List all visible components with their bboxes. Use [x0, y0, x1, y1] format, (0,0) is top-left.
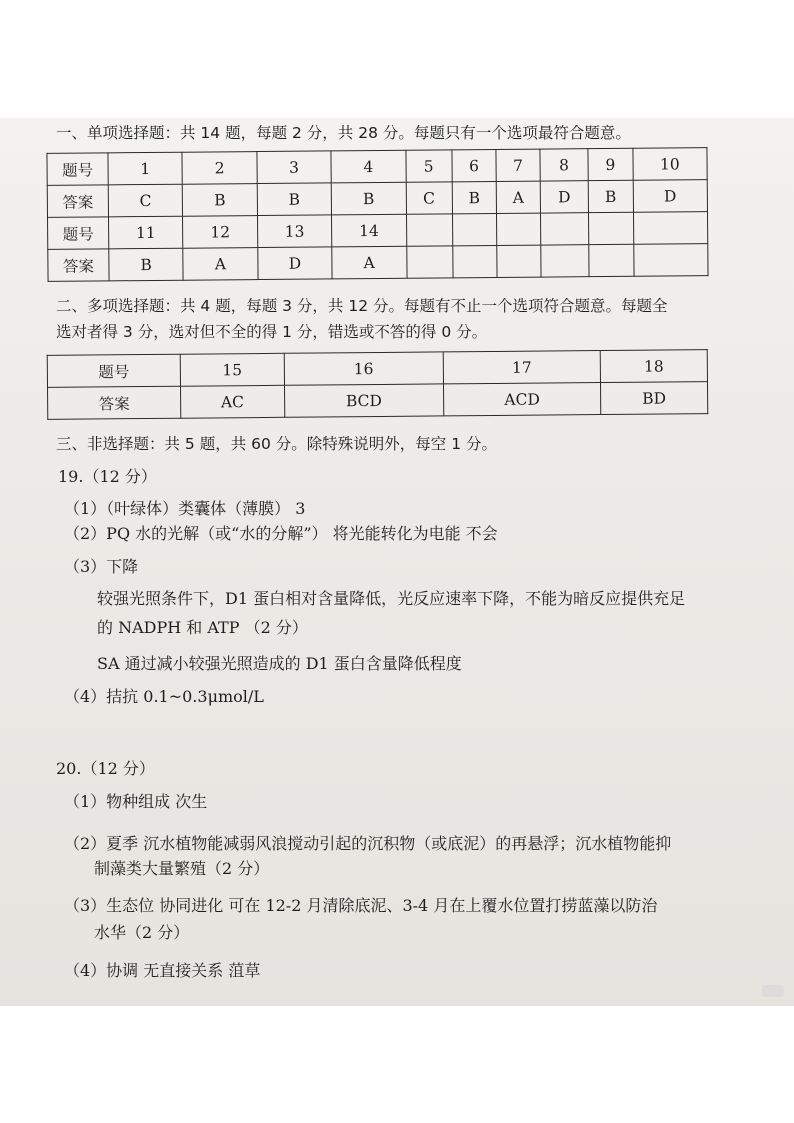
q19-answer-4: （4）拮抗 0.1~0.3μmol/L: [64, 687, 264, 706]
table-cell-label: 答案: [48, 386, 181, 419]
q19-answer-2: （2）PQ 水的光解（或“水的分解”） 将光能转化为电能 不会: [64, 524, 498, 543]
table-cell-label: 题号: [48, 217, 109, 250]
section3-heading: 三、非选择题：共 5 题，共 60 分。除特殊说明外，每空 1 分。: [56, 435, 498, 453]
table-cell: BD: [601, 382, 708, 415]
table-cell: 1: [108, 152, 183, 185]
q19-title: 19.（12 分）: [58, 467, 157, 486]
table-cell: D: [258, 247, 333, 280]
table-cell: 17: [443, 351, 600, 384]
q20-answer-3-cont: 水华（2 分）: [94, 923, 190, 942]
table-cell: 2: [182, 152, 257, 185]
table-cell: A: [496, 181, 540, 213]
table-cell-label: 题号: [47, 153, 108, 186]
q19-answer-3: （3）下降: [64, 557, 139, 576]
table-cell: 3: [257, 151, 332, 184]
q20-answer-3: （3）生态位 协同进化 可在 12-2 月清除底泥、3-4 月在上覆水位置打捞蓝藻以防治: [64, 896, 658, 915]
table-cell: 9: [588, 148, 633, 180]
table-cell: 11: [109, 216, 184, 249]
q20-answer-4: （4）协调 无直接关系 菹草: [64, 961, 261, 980]
table-cell: 8: [540, 149, 588, 181]
table-cell: [406, 214, 452, 246]
table-cell: BCD: [284, 384, 444, 417]
table-cell: [633, 212, 708, 245]
table-cell: 16: [284, 352, 444, 385]
table-cell: [540, 213, 588, 245]
q20-answer-1: （1）物种组成 次生: [64, 792, 208, 811]
section2-heading-line1: 二、多项选择题：共 4 题，每题 3 分，共 12 分。每题有不止一个选项符合题意。每题全: [56, 297, 668, 315]
table-cell: ACD: [443, 383, 600, 416]
table-cell: 4: [331, 150, 406, 183]
table-cell: [497, 213, 541, 245]
table-cell: B: [331, 182, 406, 215]
table-cell: [541, 245, 589, 277]
q20-answer-2-cont: 制藻类大量繁殖（2 分）: [94, 859, 270, 878]
answer-sheet: [0, 118, 794, 1006]
table-cell: [497, 245, 541, 277]
q19-answer-3-text: SA 通过减小较强光照造成的 D1 蛋白含量降低程度: [97, 654, 462, 673]
table-cell: [452, 245, 497, 277]
table-cell: [589, 244, 634, 276]
section1-heading: 一、单项选择题：共 14 题，每题 2 分，共 28 分。每题只有一个选项最符合题意。: [56, 124, 631, 142]
q19-answer-3-text: 的 NADPH 和 ATP （2 分）: [97, 618, 308, 637]
table-row: [48, 244, 708, 282]
table-cell: 6: [452, 149, 497, 181]
table-cell-label: 答案: [48, 249, 109, 282]
table-cell: 7: [496, 149, 540, 181]
table-cell: B: [588, 180, 633, 212]
table-row: [48, 382, 708, 420]
section2-table: [47, 349, 709, 420]
table-cell: [406, 246, 452, 278]
table-cell: [452, 213, 497, 245]
table-cell-label: 题号: [47, 354, 180, 387]
section2-heading-line2: 选对者得 3 分，选对但不全的得 1 分，错选或不答的得 0 分。: [56, 323, 488, 341]
table-cell: A: [332, 246, 407, 279]
table-cell: 18: [600, 350, 707, 383]
watermark-badge: [762, 985, 784, 997]
table-cell: B: [183, 184, 258, 217]
section1-table: [46, 147, 708, 282]
q19-answer-1: （1）（叶绿体）类囊体（薄膜） 3: [64, 499, 306, 518]
table-cell: D: [540, 181, 588, 213]
table-cell: B: [452, 181, 497, 213]
table-cell: D: [633, 180, 708, 213]
table-cell: 12: [183, 216, 258, 249]
table-cell: C: [406, 182, 452, 214]
table-cell-label: 答案: [47, 185, 108, 218]
table-cell: C: [108, 184, 183, 217]
table-cell: 13: [257, 215, 332, 248]
table-cell: A: [183, 248, 258, 281]
q20-answer-2: （2）夏季 沉水植物能减弱风浪搅动引起的沉积物（或底泥）的再悬浮；沉水植物能抑: [64, 834, 672, 853]
q20-title: 20.（12 分）: [56, 759, 155, 778]
table-cell: AC: [181, 385, 285, 418]
q19-answer-3-text: 较强光照条件下，D1 蛋白相对含量降低，光反应速率下降，不能为暗反应提供充足: [97, 589, 686, 608]
table-cell: 14: [332, 214, 407, 247]
table-cell: 10: [632, 148, 707, 181]
table-cell: B: [109, 248, 184, 281]
table-cell: 15: [180, 353, 284, 386]
table-cell: [589, 212, 634, 244]
table-cell: 5: [405, 150, 451, 182]
table-cell: B: [257, 183, 332, 216]
table-cell: [633, 244, 708, 277]
